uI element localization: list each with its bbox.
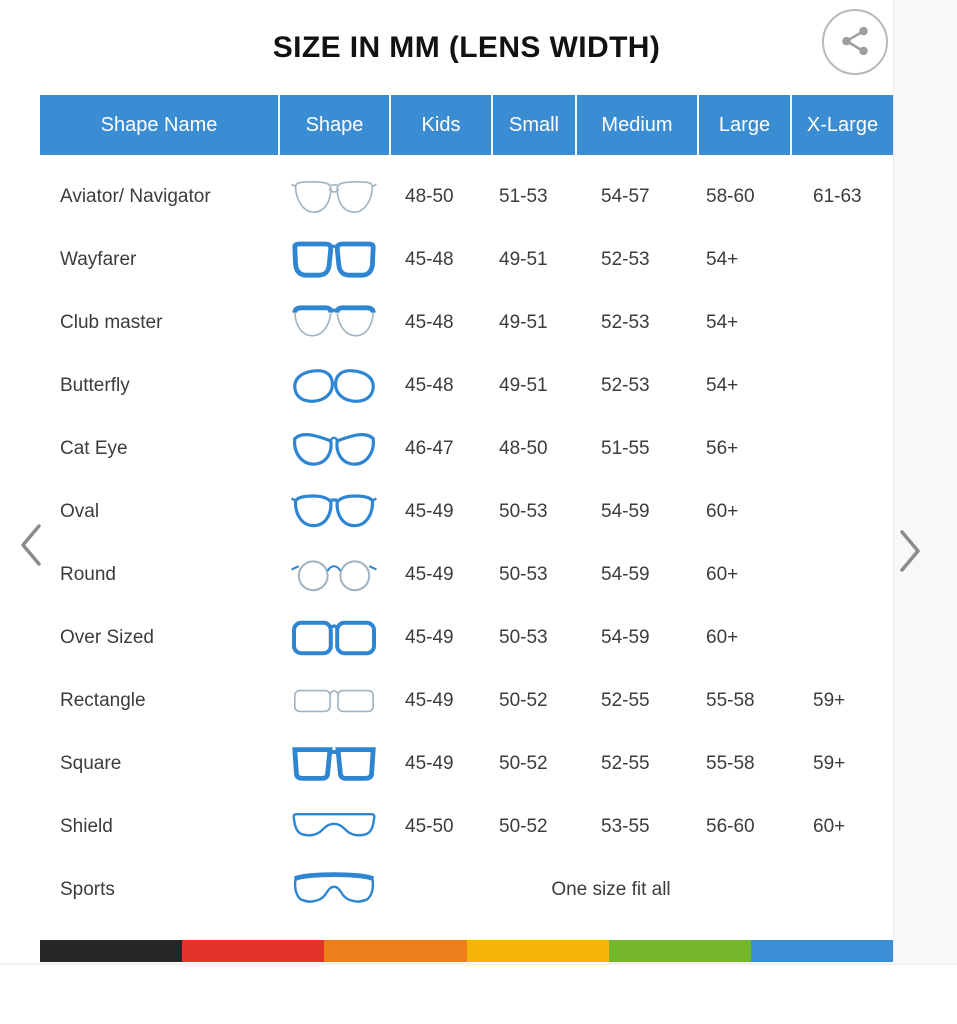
- table-row: [40, 795, 893, 858]
- table-row: [40, 732, 893, 795]
- card-bottom-divider: [0, 963, 957, 965]
- shape-name-cell: Rectangle: [60, 689, 146, 711]
- size-cell: 49-51: [499, 311, 548, 333]
- shape-name-cell: Shield: [60, 815, 113, 837]
- column-header-shape: Shape: [278, 95, 389, 155]
- size-cell: 45-48: [405, 248, 454, 270]
- size-cell: 54+: [706, 311, 739, 333]
- size-cell: 45-49: [405, 626, 454, 648]
- color-strip-segment: [467, 940, 609, 962]
- shape-name-cell: Square: [60, 752, 122, 774]
- table-body: [40, 155, 893, 921]
- size-cell: 50-53: [499, 626, 548, 648]
- size-cell: 54-59: [601, 563, 650, 585]
- size-cell: 50-53: [499, 500, 548, 522]
- size-cell: 45-48: [405, 374, 454, 396]
- clubmaster-glasses-icon: [278, 300, 389, 346]
- oval-glasses-icon: [278, 489, 389, 535]
- color-strip-segment: [182, 940, 324, 962]
- chevron-right-icon: [897, 527, 923, 578]
- aviator-glasses-icon: [278, 174, 389, 220]
- size-cell: 52-55: [601, 689, 650, 711]
- brand-color-strip: [40, 940, 893, 962]
- color-strip-segment: [324, 940, 466, 962]
- color-strip-segment: [40, 940, 182, 962]
- table-row: [40, 858, 893, 921]
- shape-name-cell: Wayfarer: [60, 248, 137, 270]
- size-cell: 49-51: [499, 248, 548, 270]
- size-cell: 59+: [813, 689, 846, 711]
- size-cell: 49-51: [499, 374, 548, 396]
- one-size-cell: One size fit all: [551, 878, 671, 900]
- rectangle-glasses-icon: [278, 678, 389, 724]
- next-card-peek: [893, 0, 957, 962]
- size-cell: 50-52: [499, 752, 548, 774]
- size-cell: 48-50: [499, 437, 548, 459]
- page-title: SIZE IN MM (LENS WIDTH): [272, 30, 661, 64]
- column-header-medium: Medium: [575, 95, 697, 155]
- size-cell: 54-59: [601, 626, 650, 648]
- share-button[interactable]: [822, 9, 888, 75]
- size-cell: 56+: [706, 437, 739, 459]
- carousel-next-button[interactable]: [893, 524, 927, 580]
- size-cell: 55-58: [706, 689, 755, 711]
- title-bar: [40, 0, 893, 95]
- size-cell: 45-49: [405, 563, 454, 585]
- butterfly-glasses-icon: [278, 363, 389, 409]
- size-cell: 52-55: [601, 752, 650, 774]
- shape-name-cell: Round: [60, 563, 116, 585]
- size-cell: 60+: [813, 815, 846, 837]
- size-cell: 46-47: [405, 437, 454, 459]
- table-row: [40, 606, 893, 669]
- table-row: [40, 228, 893, 291]
- shield-glasses-icon: [278, 804, 389, 850]
- size-chart-card: [40, 0, 893, 962]
- column-header-large: Large: [697, 95, 790, 155]
- color-strip-segment: [609, 940, 751, 962]
- color-strip-segment: [751, 940, 893, 962]
- size-cell: 54+: [706, 374, 739, 396]
- square-glasses-icon: [278, 741, 389, 787]
- size-cell: 50-53: [499, 563, 548, 585]
- size-cell: 60+: [706, 500, 739, 522]
- shape-name-cell: Club master: [60, 311, 163, 333]
- size-cell: 45-49: [405, 689, 454, 711]
- table-row: [40, 165, 893, 228]
- table-header-row: [40, 95, 893, 155]
- size-cell: 56-60: [706, 815, 755, 837]
- shape-name-cell: Aviator/ Navigator: [60, 185, 211, 207]
- shape-name-cell: Cat Eye: [60, 437, 128, 459]
- size-cell: 60+: [706, 626, 739, 648]
- size-cell: 45-50: [405, 815, 454, 837]
- size-cell: 54-57: [601, 185, 650, 207]
- size-cell: 52-53: [601, 248, 650, 270]
- shape-name-cell: Over Sized: [60, 626, 154, 648]
- size-cell: 53-55: [601, 815, 650, 837]
- table-row: [40, 543, 893, 606]
- size-cell: 51-55: [601, 437, 650, 459]
- share-icon: [838, 24, 872, 61]
- size-cell: 59+: [813, 752, 846, 774]
- size-cell: 52-53: [601, 311, 650, 333]
- size-table: [40, 95, 893, 921]
- shape-name-cell: Butterfly: [60, 374, 130, 396]
- column-header-small: Small: [491, 95, 575, 155]
- size-cell: 58-60: [706, 185, 755, 207]
- table-row: [40, 417, 893, 480]
- wayfarer-glasses-icon: [278, 237, 389, 283]
- size-cell: 50-52: [499, 815, 548, 837]
- column-header-x-large: X-Large: [790, 95, 893, 155]
- shape-name-cell: Oval: [60, 500, 100, 522]
- size-cell: 45-49: [405, 500, 454, 522]
- size-cell: 52-53: [601, 374, 650, 396]
- shape-name-cell: Sports: [60, 878, 115, 900]
- column-header-shape-name: Shape Name: [100, 113, 218, 136]
- oversized-glasses-icon: [278, 615, 389, 661]
- table-row: [40, 480, 893, 543]
- table-row: [40, 291, 893, 354]
- table-row: [40, 354, 893, 417]
- size-cell: 45-48: [405, 311, 454, 333]
- table-row: [40, 669, 893, 732]
- column-header-kids: Kids: [389, 95, 491, 155]
- size-cell: 60+: [706, 563, 739, 585]
- size-cell: 55-58: [706, 752, 755, 774]
- size-cell: 51-53: [499, 185, 548, 207]
- cat-eye-glasses-icon: [278, 426, 389, 472]
- round-glasses-icon: [278, 552, 389, 598]
- size-cell: 50-52: [499, 689, 548, 711]
- size-cell: 54-59: [601, 500, 650, 522]
- size-cell: 48-50: [405, 185, 454, 207]
- size-cell: 54+: [706, 248, 739, 270]
- size-cell: 45-49: [405, 752, 454, 774]
- size-cell: 61-63: [813, 185, 862, 207]
